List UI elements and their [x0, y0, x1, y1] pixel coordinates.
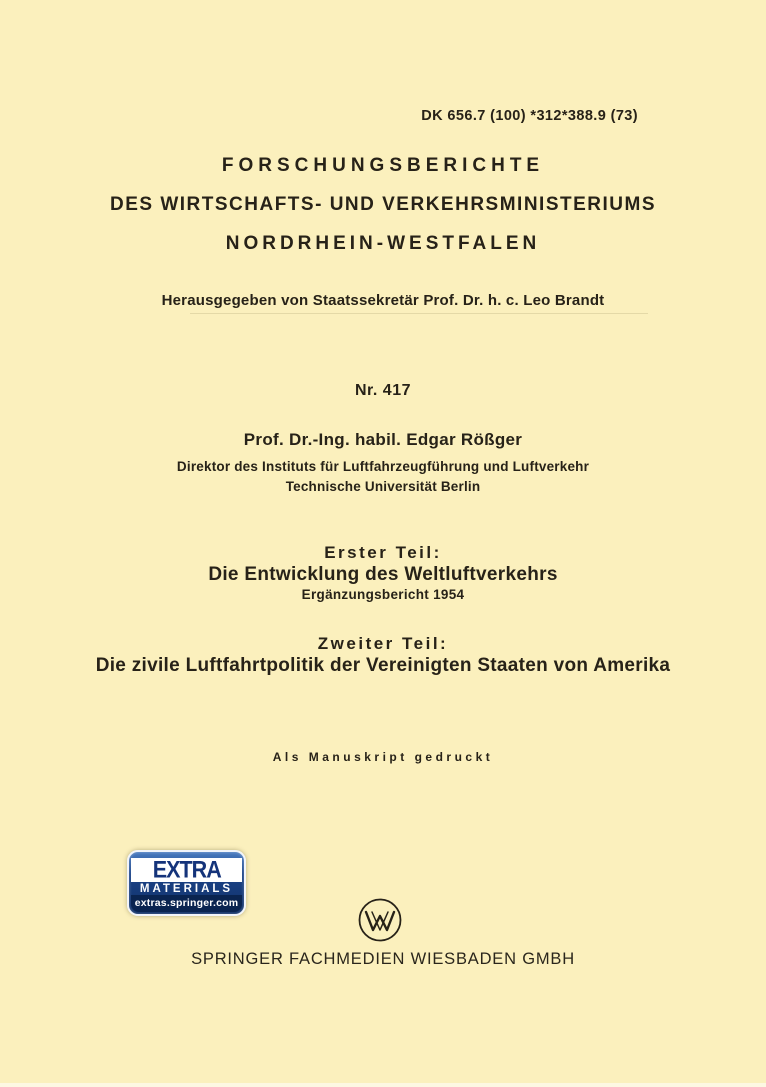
- dk-classification-code: DK 656.7 (100) *312*388.9 (73): [421, 108, 638, 124]
- publisher-imprint: SPRINGER FACHMEDIEN WIESBADEN GMBH: [191, 950, 575, 968]
- divider-rule: [190, 313, 648, 314]
- report-number: Nr. 417: [355, 382, 411, 399]
- part1-label: Erster Teil:: [324, 543, 442, 562]
- series-title-line2: DES WIRTSCHAFTS- UND VERKEHRSMINISTERIUMS: [109, 194, 656, 215]
- author-role: Direktor des Instituts für Luftfahrzeugführung und Luftverkehr: [176, 459, 590, 474]
- materials-label: MATERIALS: [139, 883, 234, 895]
- vieweg-w-monogram-icon: [357, 897, 403, 943]
- extra-materials-band: [131, 855, 242, 883]
- author-name: Prof. Dr.-Ing. habil. Edgar Rößger: [243, 430, 523, 449]
- extra-materials-badge[interactable]: [127, 850, 246, 916]
- page-bottom-edge: [0, 1083, 766, 1087]
- extras-url-label: extras.springer.com: [131, 895, 242, 912]
- author-institution: Technische Universität Berlin: [285, 479, 481, 494]
- part2-label: Zweiter Teil:: [317, 634, 449, 653]
- part1-title: Die Entwicklung des Weltluftverkehrs: [208, 564, 558, 585]
- series-title: [0, 146, 766, 263]
- editor-line: Herausgegeben von Staatssekretär Prof. Dr. h. c. Leo Brandt: [161, 292, 605, 309]
- part2-title: Die zivile Luftfahrtpolitik der Vereinigten Staaten von Amerika: [95, 655, 671, 676]
- part1-subtitle: Ergänzungsbericht 1954: [301, 587, 465, 602]
- series-title-line3: NORDRHEIN-WESTFALEN: [225, 233, 541, 254]
- print-note: Als Manuskript gedruckt: [272, 750, 494, 764]
- series-title-line1: FORSCHUNGSBERICHTE: [221, 155, 545, 176]
- extra-label: EXTRA: [152, 855, 221, 883]
